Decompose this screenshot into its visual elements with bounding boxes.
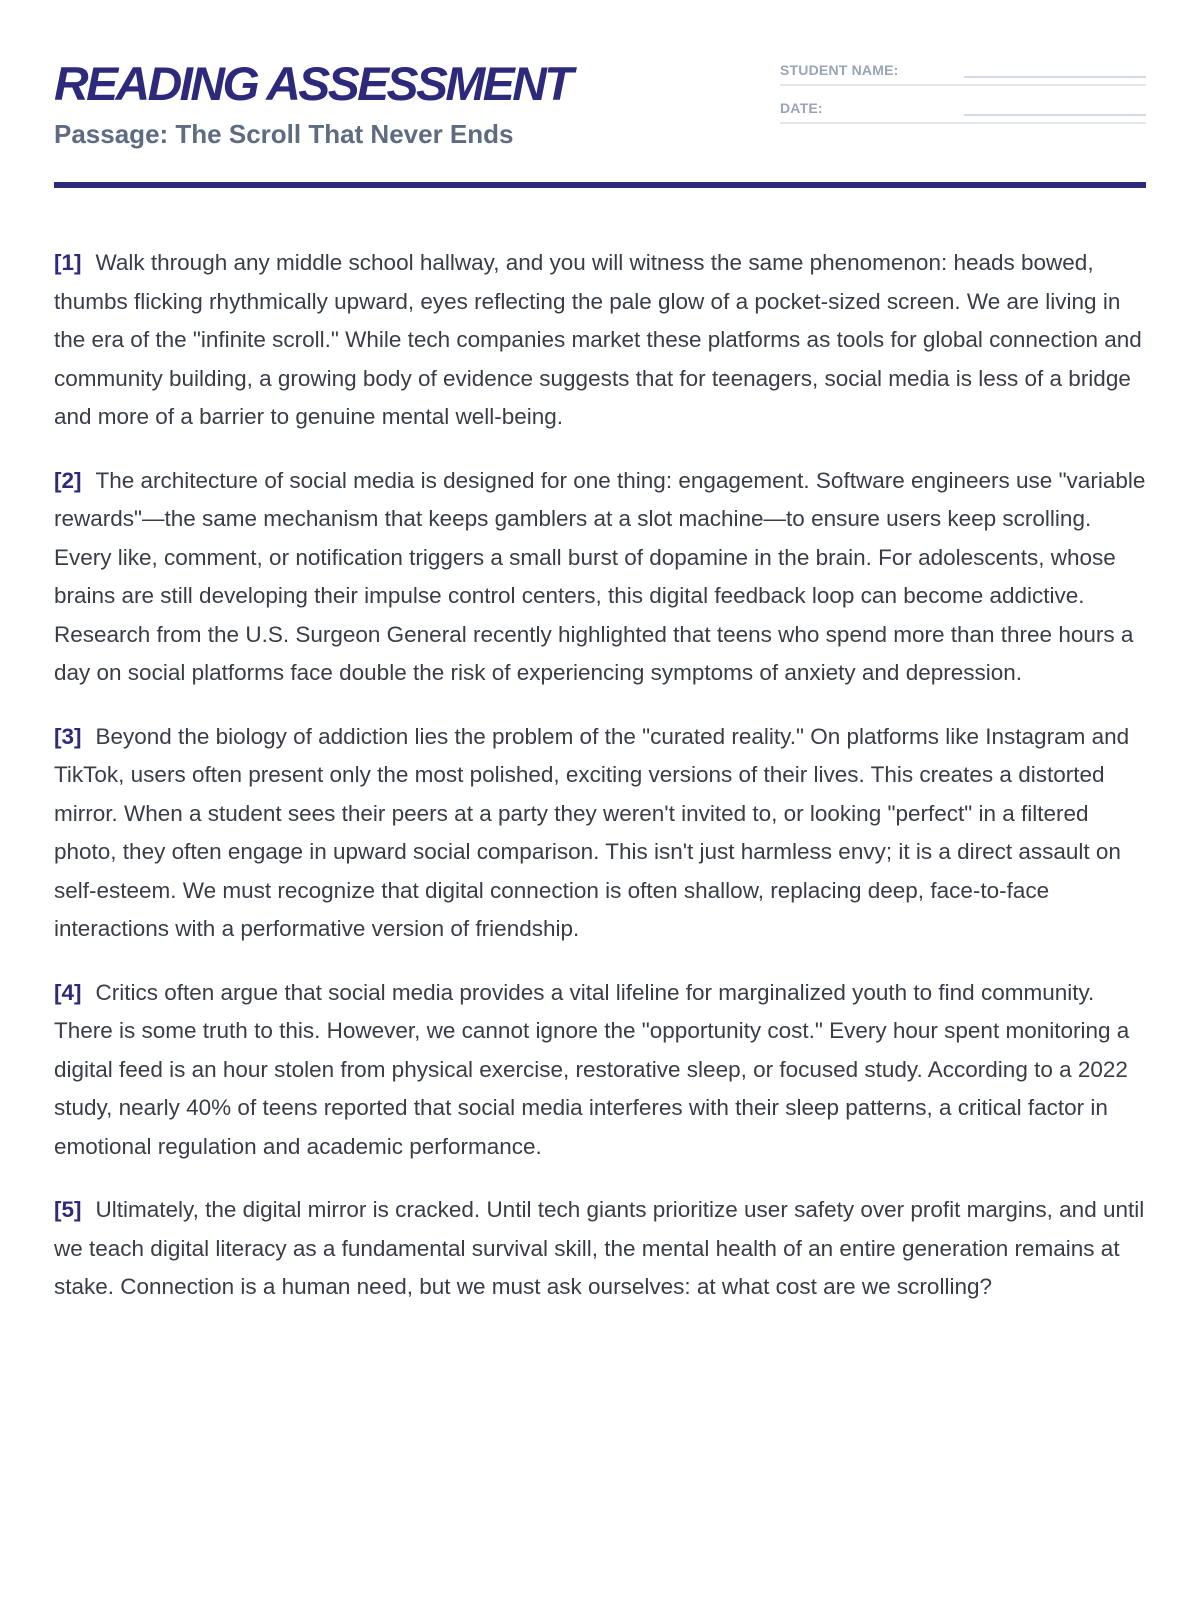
paragraph-number: [1] (54, 250, 82, 275)
header (54, 0, 1146, 192)
student-name-field[interactable] (964, 64, 1146, 78)
page-title: READING ASSESSMENT (54, 57, 572, 110)
paragraph-3 (54, 718, 1146, 949)
paragraph-text: Walk through any middle school hallway, and you will witness the same phenomenon: heads bowed, thumbs flicking rhythmically upward, eyes reflecting the pale glow of a pocket-sized screen. We are living in the era of the "infinite scroll." While tech companies market these platforms as tools for global connection and community building, a growing body of evidence suggests that for teenagers, social media is less of a bridge and more of a barrier to genuine mental well-being. (54, 250, 1142, 429)
paragraph-number: [5] (54, 1197, 82, 1222)
header-divider (54, 182, 1146, 188)
student-name-label: STUDENT NAME: (780, 62, 899, 78)
passage-subtitle: Passage: The Scroll That Never Ends (54, 119, 514, 149)
paragraph-text: Ultimately, the digital mirror is cracked. Until tech giants prioritize user safety over profit margins, and until we teach digital literacy as a fundamental survival skill, the mental health of an entire generation remains at stake. Connection is a human need, but we must ask ourselves: at what cost are we scrolling? (54, 1197, 1145, 1299)
student-info (780, 52, 1146, 128)
paragraph-number: [2] (54, 467, 82, 493)
student-name-row (780, 52, 1146, 86)
passage-body (54, 192, 1146, 1307)
paragraph-text: The architecture of social media is designed for one thing: engagement. Software engineers use "variable rewards"—the same mechanism that keeps gamblers at a slot machine—to ensure users keep scrolling. Every like, comment, or notification triggers a small burst of dopamine in the brain. For adolescents, whose brains are still developing their impulse control centers, this digital feedback loop can become addictive. Research from the U.S. Surgeon General recently highlighted that teens who spend more than three hours a day on social platforms face double the risk of experiencing symptoms of anxiety and depression. (54, 467, 1146, 685)
paragraph-text: Beyond the biology of addiction lies the problem of the "curated reality." On platforms like Instagram and TikTok, users often present only the most polished, exciting versions of their lives. This creates a distorted mirror. When a student sees their peers at a party they weren't invited to, or looking "perfect" in a filtered photo, they often engage in upward social comparison. This isn't just harmless envy; it is a direct assault on self-esteem. We must recognize that digital connection is often shallow, replacing deep, face-to-face interactions with a performative version of friendship. (54, 723, 1130, 941)
paragraph-2 (54, 462, 1146, 693)
paragraph-number: [3] (54, 723, 82, 749)
paragraph-1 (54, 244, 1146, 437)
paragraph-number: [4] (54, 979, 82, 1005)
date-field[interactable] (964, 102, 1146, 116)
paragraph-5 (54, 1191, 1146, 1307)
paragraph-4 (54, 974, 1146, 1167)
date-row (780, 90, 1146, 124)
paragraph-text: Critics often argue that social media provides a vital lifeline for marginalized youth to find community. There is some truth to this. However, we cannot ignore the "opportunity cost." Every hour spent monitoring a digital feed is an hour stolen from physical exercise, restorative sleep, or focused study. According to a 2022 study, nearly 40% of teens reported that social media interferes with their sleep patterns, a critical factor in emotional regulation and academic performance. (54, 979, 1130, 1159)
date-label: DATE: (780, 100, 823, 116)
